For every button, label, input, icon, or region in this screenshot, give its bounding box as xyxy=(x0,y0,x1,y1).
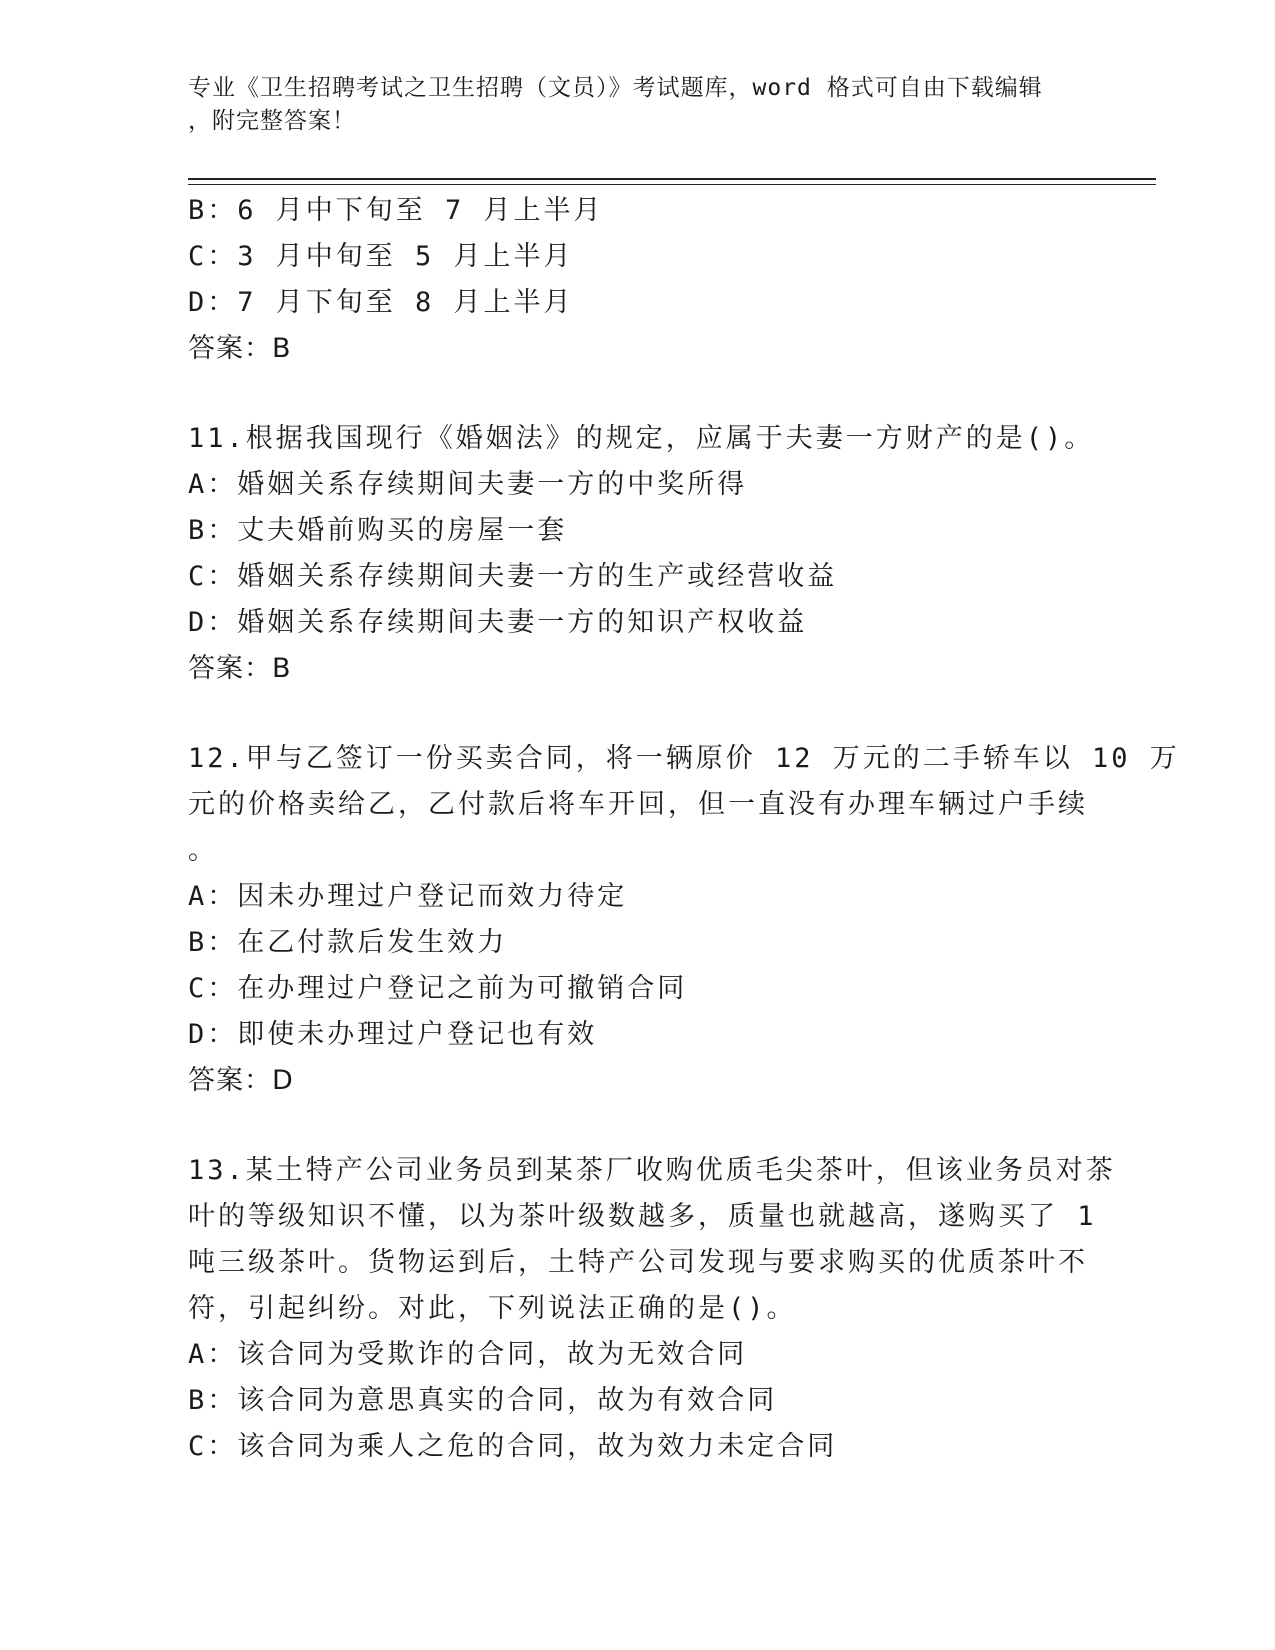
option-a: A：该合同为受欺诈的合同，故为无效合同 xyxy=(188,1339,748,1370)
option-c: C：在办理过户登记之前为可撤销合同 xyxy=(188,973,688,1004)
question-content xyxy=(188,188,1180,1470)
question-stem: 11.根据我国现行《婚姻法》的规定，应属于夫妻一方财产的是()。 xyxy=(188,423,1095,454)
option-b: B：在乙付款后发生效力 xyxy=(188,927,508,958)
question-stem-line-1: 12.甲与乙签订一份买卖合同，将一辆原价 12 万元的二手轿车以 10 万 xyxy=(188,743,1180,774)
option-c: C：该合同为乘人之危的合同，故为效力未定合同 xyxy=(188,1431,838,1462)
header-divider-thick xyxy=(188,178,1156,180)
option-c: C：婚姻关系存续期间夫妻一方的生产或经营收益 xyxy=(188,561,838,592)
spacer xyxy=(188,372,1088,416)
question-13 xyxy=(188,1148,1116,1470)
question-12 xyxy=(188,736,1180,1104)
option-a: A：因未办理过户登记而效力待定 xyxy=(188,881,628,912)
option-b: B：6 月中下旬至 7 月上半月 xyxy=(188,195,604,226)
document-header xyxy=(188,72,1068,138)
option-d: D：婚姻关系存续期间夫妻一方的知识产权收益 xyxy=(188,607,808,638)
question-stem-line-2: 叶的等级知识不懂，以为茶叶级数越多，质量也就越高，遂购买了 1 xyxy=(188,1201,1097,1232)
option-d: D：即使未办理过户登记也有效 xyxy=(188,1019,598,1050)
answer-line: 答案：D xyxy=(188,1065,294,1096)
spacer xyxy=(188,692,1088,736)
question-stem-line-4: 符，引起纠纷。对此，下列说法正确的是()。 xyxy=(188,1293,797,1324)
question-stem-line-3: 。 xyxy=(188,835,218,866)
spacer xyxy=(188,1104,1088,1148)
question-stem-line-3: 吨三级茶叶。货物运到后，土特产公司发现与要求购买的优质茶叶不 xyxy=(188,1247,1088,1278)
answer-line: 答案：B xyxy=(188,653,292,684)
question-stem-line-2: 元的价格卖给乙，乙付款后将车开回，但一直没有办理车辆过户手续 xyxy=(188,789,1088,820)
answer-line: 答案：B xyxy=(188,333,292,364)
option-b: B：丈夫婚前购买的房屋一套 xyxy=(188,515,568,546)
option-b: B：该合同为意思真实的合同，故为有效合同 xyxy=(188,1385,778,1416)
header-line-2: ，附完整答案！ xyxy=(188,108,356,134)
header-line-1: 专业《卫生招聘考试之卫生招聘（文员）》考试题库，word 格式可自由下载编辑 xyxy=(188,75,1043,101)
question-stem-line-1: 13.某土特产公司业务员到某茶厂收购优质毛尖茶叶，但该业务员对茶 xyxy=(188,1155,1116,1186)
option-a: A：婚姻关系存续期间夫妻一方的中奖所得 xyxy=(188,469,748,500)
prev-question-block xyxy=(188,188,1088,372)
question-11 xyxy=(188,416,1095,692)
option-d: D：7 月下旬至 8 月上半月 xyxy=(188,287,574,318)
option-c: C：3 月中旬至 5 月上半月 xyxy=(188,241,574,272)
header-divider-thin xyxy=(188,184,1156,185)
